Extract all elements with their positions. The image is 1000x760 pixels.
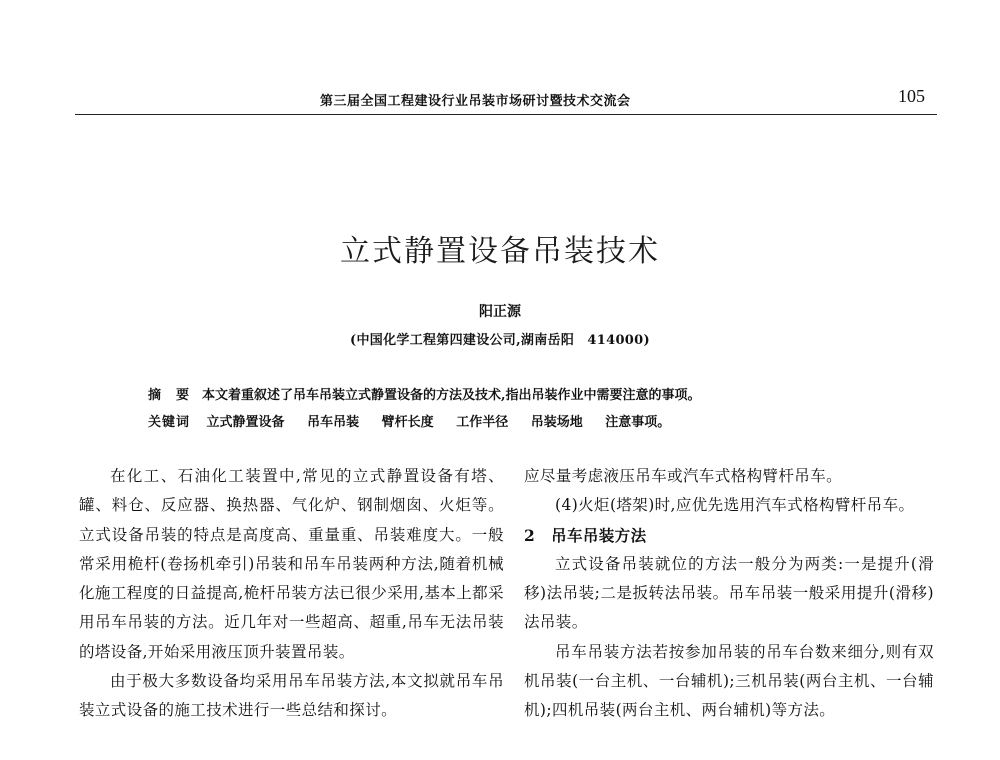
keywords-label: 关键词: [148, 415, 191, 430]
section-heading: 2 吊车吊装方法: [524, 525, 647, 545]
keyword: 吊车吊装: [307, 415, 360, 430]
abstract-text: 本文着重叙述了吊车吊装立式静置设备的方法及技术,指出吊装作业中需要注意的事项。: [202, 388, 701, 403]
keywords: [148, 411, 928, 430]
journal-title: 第三届全国工程建设行业吊装市场研讨暨技术交流会: [320, 94, 631, 109]
paragraph: 在化工、石油化工装置中,常见的立式静置设备有塔、罐、料仓、反应器、换热器、气化炉、钢制烟囱、火炬等。立式设备吊装的特点是高度高、重量重、吊装难度大。一般常采用桅杆(卷扬机牵引)吊装和吊车吊装两种方法,随着机械化施工程度的日益提高,桅杆吊装方法已很少采用,基本上都采用吊车吊装的方法。近几年对一些超高、超重,吊车无法吊装的塔设备,开始采用液压顶升装置吊装。: [79, 467, 504, 661]
paragraph: 由于极大多数设备均采用吊车吊装方法,本文拟就吊车吊装立式设备的施工技术进行一些总结和探讨。: [79, 672, 504, 720]
body-column-left: [79, 462, 504, 726]
paragraph: 应尽量考虑液压吊车或汽车式格构臂杆吊车。: [524, 467, 843, 485]
keyword: 吊装场地: [530, 415, 583, 430]
abstract: [148, 384, 928, 403]
keyword: 工作半径: [456, 415, 509, 430]
paragraph: 立式设备吊装就位的方法一般分为两类:一是提升(滑移)法吊装;二是扳转法吊装。吊车吊装一般采用提升(滑移)法吊装。: [524, 554, 934, 632]
paper-title: 立式静置设备吊装技术: [340, 234, 660, 269]
paragraph: 吊车吊装方法若按参加吊装的吊车台数来细分,则有双机吊装(一台主机、一台辅机);三机吊装(两台主机、一台辅机);四机吊装(两台主机、两台辅机)等方法。: [524, 642, 934, 720]
abstract-label: 摘 要: [148, 388, 191, 403]
keyword: 臂杆长度: [381, 415, 434, 430]
body-column-right: [524, 462, 934, 726]
keyword: 注意事项。: [605, 415, 671, 430]
author-affiliation: (中国化学工程第四建设公司,湖南岳阳 414000): [350, 333, 650, 348]
author-name: 阳正源: [479, 304, 521, 320]
paragraph: (4)火炬(塔架)时,应优先选用汽车式格构臂杆吊车。: [555, 496, 915, 515]
page-number: 105: [898, 86, 925, 106]
keyword: 立式静置设备: [206, 415, 285, 430]
running-header: [75, 84, 937, 115]
